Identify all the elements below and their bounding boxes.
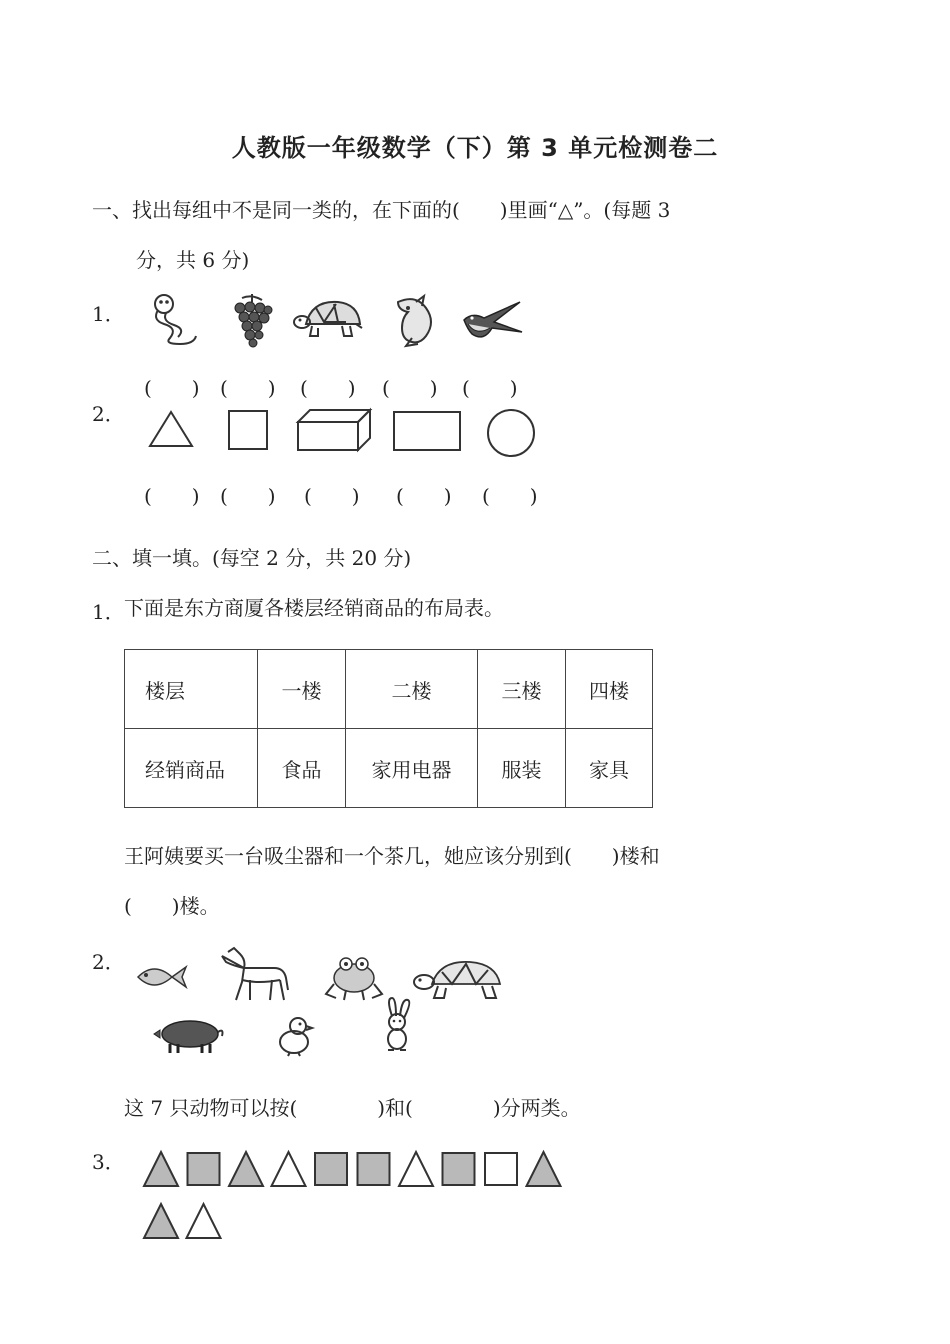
rectangle-shape (393, 411, 461, 451)
white-triangle-shape (272, 1152, 306, 1186)
triangle-shape (148, 410, 194, 448)
pig-icon (152, 1016, 226, 1054)
page-title: 人教版一年级数学（下）第 3 单元检测卷二 (231, 134, 719, 162)
white-square-shape (485, 1153, 517, 1185)
s2-q1-question-cont: ( )楼。 (124, 894, 220, 918)
s2-q1-question: 王阿姨要买一台吸尘器和一个茶几，她应该分别到( )楼和 (124, 844, 660, 868)
q1-answer-blank[interactable]: ( ) (462, 376, 518, 400)
grey-square-shape (443, 1153, 475, 1185)
circle-shape (486, 408, 536, 458)
grey-triangle-shape (144, 1204, 178, 1238)
table-cell: 服装 (478, 729, 566, 808)
q2-number: 2． (92, 402, 125, 426)
dolphin-icon (388, 294, 438, 348)
white-triangle-shape (187, 1204, 221, 1238)
table-cell: 一楼 (258, 650, 346, 729)
q2-answer-blank[interactable]: ( ) (144, 484, 200, 508)
cuboid-shape (296, 408, 372, 452)
grey-square-shape (188, 1153, 220, 1185)
turtle-icon (412, 958, 504, 1002)
s2-q2-number: 2． (92, 950, 125, 974)
table-cell: 四楼 (566, 650, 653, 729)
section1-heading-cont: 分，共 6 分) (136, 248, 250, 272)
white-triangle-shape (399, 1152, 433, 1186)
table-cell: 家用电器 (346, 729, 478, 808)
table-cell: 楼层 (125, 650, 258, 729)
q1-answer-blank[interactable]: ( ) (300, 376, 356, 400)
table-cell: 经销商品 (125, 729, 258, 808)
q2-answer-blank[interactable]: ( ) (220, 484, 276, 508)
q1-answer-blank[interactable]: ( ) (220, 376, 276, 400)
q2-answer-blank[interactable]: ( ) (304, 484, 360, 508)
horse-icon (220, 946, 292, 1004)
section1-heading: 一、找出每组中不是同一类的，在下面的( )里画“△”。(每题 3 (92, 198, 671, 222)
s2-q1-text: 下面是东方商厦各楼层经销商品的布局表。 (124, 596, 504, 620)
q2-answer-blank[interactable]: ( ) (482, 484, 538, 508)
turtle-icon (294, 296, 364, 346)
q2-answer-blank[interactable]: ( ) (396, 484, 452, 508)
table-cell: 食品 (258, 729, 346, 808)
q1-number: 1． (92, 302, 125, 326)
s2-q3-number: 3． (92, 1150, 125, 1174)
table-row (125, 729, 653, 808)
table-cell: 三楼 (478, 650, 566, 729)
grey-square-shape (315, 1153, 347, 1185)
table-row (125, 650, 653, 729)
s2-q1-number: 1． (92, 600, 125, 624)
grapes-icon (228, 292, 276, 350)
chick-icon (276, 1014, 314, 1056)
grey-triangle-shape (229, 1152, 263, 1186)
frog-icon (324, 954, 386, 1002)
table-cell: 二楼 (346, 650, 478, 729)
snake-icon (142, 292, 202, 348)
table-cell: 家具 (566, 729, 653, 808)
rabbit-icon (380, 996, 414, 1052)
section2-heading: 二、填一填。(每空 2 分，共 20 分) (92, 546, 412, 570)
grey-square-shape (358, 1153, 390, 1185)
shape-sequence (142, 1150, 582, 1240)
q1-answer-blank[interactable]: ( ) (382, 376, 438, 400)
grey-triangle-shape (527, 1152, 561, 1186)
s2-q2-text: 这 7 只动物可以按( )和( )分两类。 (124, 1096, 581, 1120)
swallow-icon (458, 298, 522, 344)
fish-icon (136, 962, 188, 992)
square-shape (228, 410, 268, 450)
q1-answer-blank[interactable]: ( ) (144, 376, 200, 400)
grey-triangle-shape (144, 1152, 178, 1186)
floor-layout-table (124, 649, 653, 808)
